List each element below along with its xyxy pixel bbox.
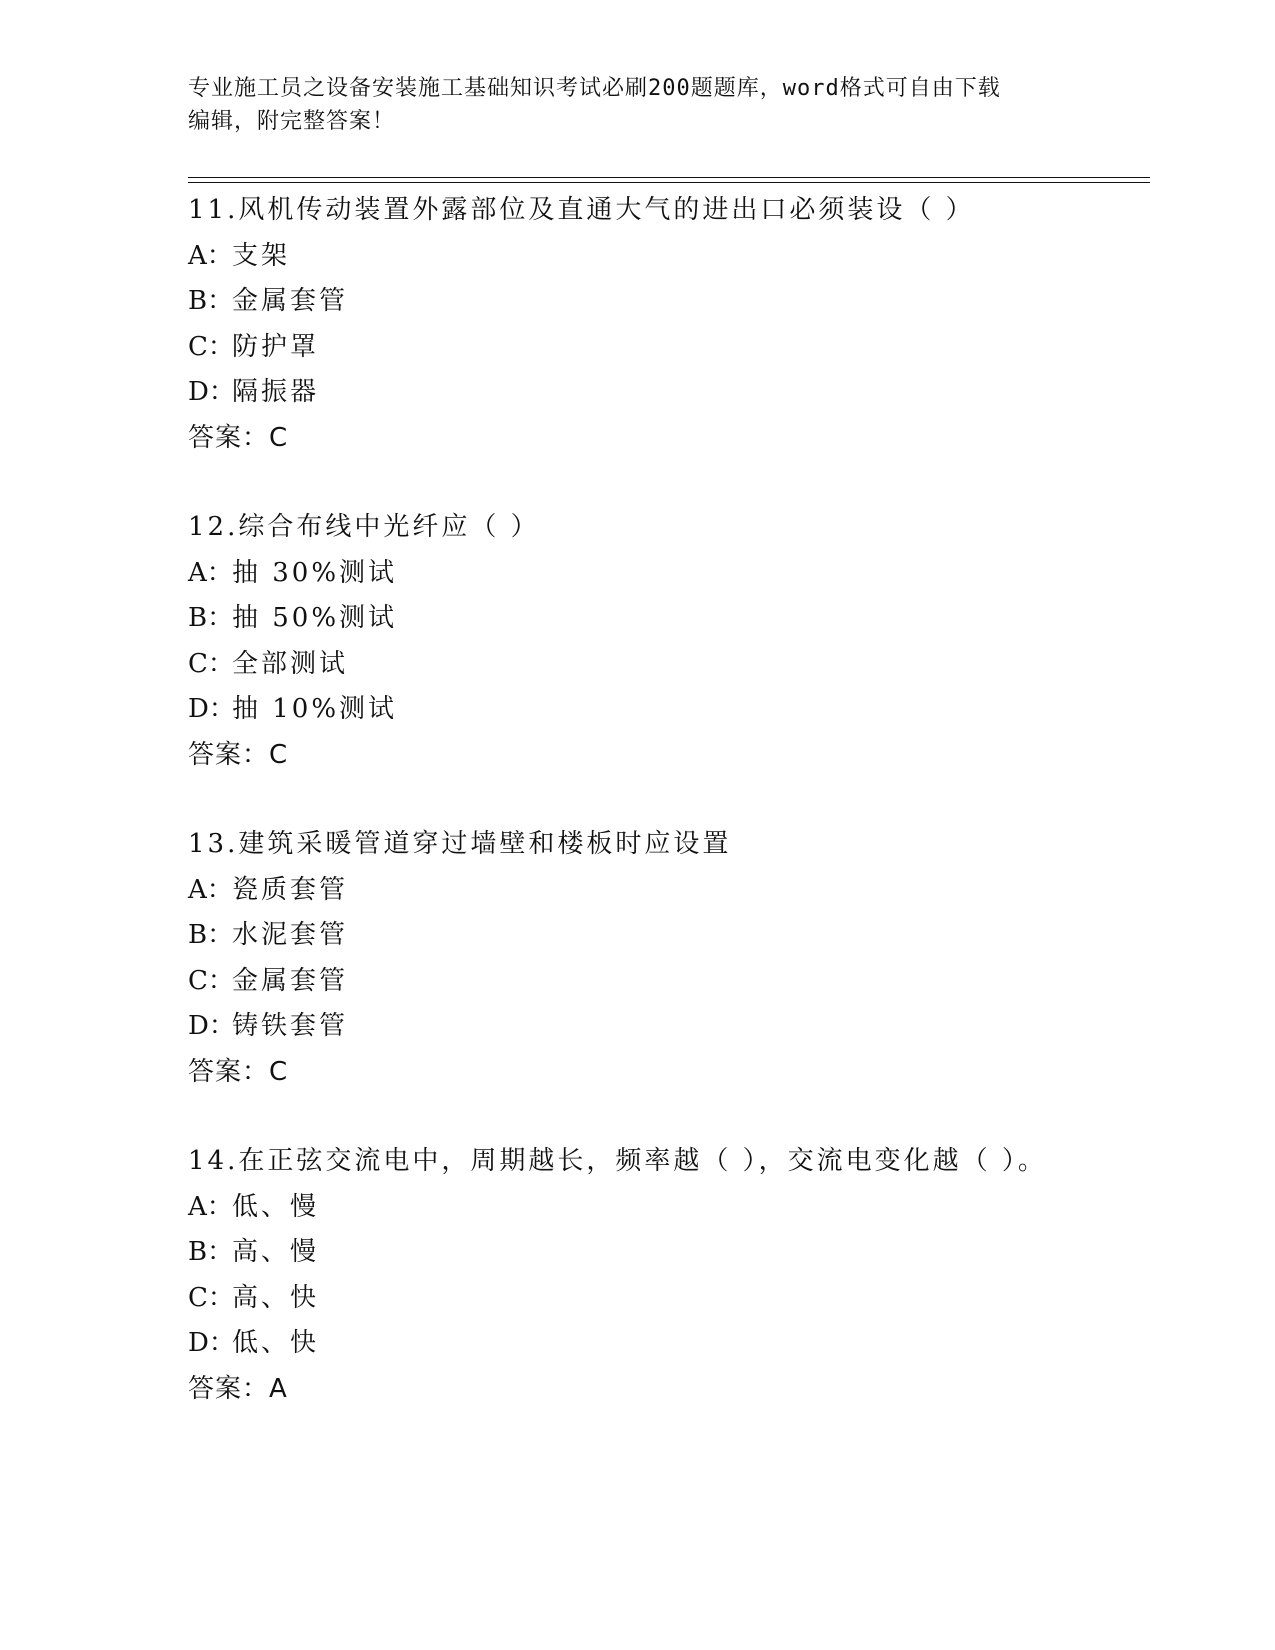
option-c	[188, 1276, 1150, 1322]
option-b	[188, 596, 1150, 642]
question-13	[188, 822, 1150, 1095]
option-key: B：	[188, 920, 234, 950]
option-b	[188, 279, 1150, 325]
option-text: 金属套管	[232, 286, 349, 316]
option-text: 抽 50%测试	[232, 603, 398, 633]
option-key: B：	[188, 1237, 234, 1267]
option-a	[188, 1185, 1150, 1231]
option-c	[188, 642, 1150, 688]
option-text: 隔振器	[232, 377, 320, 407]
option-text: 高、慢	[232, 1237, 320, 1267]
option-key: D：	[188, 694, 235, 724]
option-text: 抽 10%测试	[232, 694, 398, 724]
header-divider-bottom	[188, 182, 1150, 183]
header-line-1: 专业施工员之设备安装施工基础知识考试必刷200题题库，word格式可自由下载	[188, 76, 1001, 101]
answer-line: 答案：C	[188, 1056, 289, 1087]
option-text: 铸铁套管	[232, 1011, 349, 1041]
option-b	[188, 913, 1150, 959]
option-text: 金属套管	[232, 965, 349, 996]
answer-line: 答案：C	[188, 739, 289, 770]
option-key: D：	[188, 1011, 235, 1041]
option-d	[188, 687, 1150, 733]
option-b	[188, 1230, 1150, 1276]
question-11	[188, 188, 1150, 461]
question-stem: 11.风机传动装置外露部位及直通大气的进出口必须装设（ ）	[188, 195, 975, 225]
option-c	[188, 959, 1150, 1005]
option-key: D：	[188, 377, 235, 407]
answer-line: 答案：C	[188, 422, 289, 453]
header-divider-top	[188, 177, 1150, 178]
question-stem: 13.建筑采暖管道穿过墙壁和楼板时应设置	[188, 829, 732, 859]
option-text: 水泥套管	[232, 920, 349, 950]
question-stem: 14.在正弦交流电中，周期越长，频率越（ ），交流电变化越（ ）。	[188, 1146, 1047, 1176]
option-key: B：	[188, 286, 234, 316]
option-key: A：	[188, 874, 233, 905]
option-text: 低、快	[232, 1328, 320, 1358]
answer-line: 答案：A	[188, 1373, 288, 1404]
option-key: C：	[188, 1282, 234, 1313]
option-key: C：	[188, 648, 234, 679]
option-key: A：	[188, 240, 233, 271]
question-stem: 12.综合布线中光纤应（ ）	[188, 512, 540, 542]
document-header	[188, 72, 1068, 138]
option-key: A：	[188, 1191, 233, 1222]
option-d	[188, 1004, 1150, 1050]
option-text: 瓷质套管	[232, 874, 349, 905]
option-key: D：	[188, 1328, 235, 1358]
option-c	[188, 325, 1150, 371]
option-a	[188, 234, 1150, 280]
option-a	[188, 868, 1150, 914]
option-a	[188, 551, 1150, 597]
header-line-2: 编辑，附完整答案！	[188, 109, 396, 134]
option-d	[188, 370, 1150, 416]
option-key: C：	[188, 965, 234, 996]
option-text: 全部测试	[232, 648, 349, 679]
option-text: 支架	[232, 240, 291, 271]
option-text: 高、快	[232, 1282, 320, 1313]
question-12	[188, 505, 1150, 778]
option-key: A：	[188, 557, 233, 588]
option-text: 抽 30%测试	[232, 557, 398, 588]
question-list	[188, 188, 1150, 1412]
option-text: 防护罩	[232, 331, 320, 362]
option-text: 低、慢	[232, 1191, 320, 1222]
question-14	[188, 1139, 1150, 1412]
option-key: C：	[188, 331, 234, 362]
option-d	[188, 1321, 1150, 1367]
option-key: B：	[188, 603, 234, 633]
